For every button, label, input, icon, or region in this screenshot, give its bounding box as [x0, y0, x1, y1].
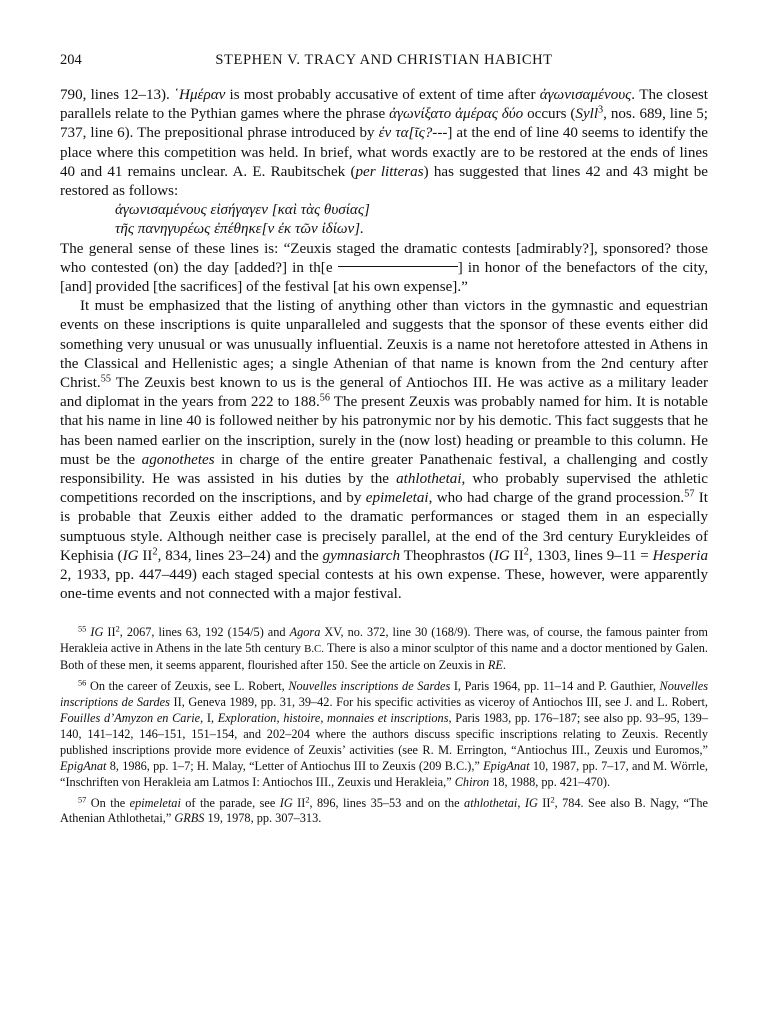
page-number: 204	[60, 52, 82, 68]
running-head: STEPHEN V. TRACY AND CHRISTIAN HABICHT	[215, 52, 553, 68]
footnote-ref-55: 55	[100, 373, 111, 385]
paragraph-2: The general sense of these lines is: “Zeuxis staged the dramatic contests [admirably?], sponsored? those who contested (on) the day [added?] in th[e ] in honor of the benefactors of the city, [and] provided [the sacrifices] of the festival [at his own expense].”	[60, 240, 708, 296]
main-text	[60, 86, 708, 604]
footnote-ref-57: 57	[684, 488, 695, 500]
footnote-ref-56: 56	[319, 392, 331, 404]
paragraph-3: It must be emphasized that the listing of anything other than victors in the gymnastic and equestrian events on these inscriptions is quite unparalleled and suggests that the sponsor of these events either did something very unusual or was unusually influential. Zeuxis is a name not heretofore attested in Athens in the Classical and Hellenistic ages; a single Athenian of that name is known from the 2nd century after Christ.$^{55}$ The Zeuxis best known to us is the general of Antiochos III. He was active as a military leader and diplomat in the years from 222 to 188.56 The present Zeuxis was probably named for him. It is notable that his name in line 40 is followed neither by his patronymic nor by his demotic. This fact suggests that he has been named earlier on the inscription, surely in the (now lost) heading or preamble to this column. He must be the agonothetes in charge of the entire greater Panathenaic festival, a challenging and costly responsibility. He was assisted in his duties by the athlothetai, who probably supervised the athletic competitions recorded on the inscriptions, and by epimeletai, who had charge of the grand procession.$^{57}$ It is probable that Zeuxis either added to the dramatic performances or staged them in an especially sumptuous style. Although neither case is precisely parallel, at the end of the 3rd century Eurykleides of Kephisia (IG $II^2$, 834, lines 23–24) and the gymnasiarch Theophrastos (IG $II^2$, 1303, lines 9–11 = Hesperia 2, 1933, pp. 447–449) each staged special contests at his own expense. These, however, were apparently one-time events and not connected with a major festival.	[60, 298, 708, 603]
paragraph-1: 790, lines 12–13). ῾Ημέραν is most probably accusative of extent of time after ἀγωνισαμένους. The closest parallels relate to the Pythian games where the phrase ἀγωνίξατο ἀμέρας δύο occurs (Syll$^3$, nos. 689, line 5; 737, line 6). The prepositional phrase introduced by ἐν τα[ῖς?---] at the end of line 40 seems to identify the place where this competition was held. In brief, what words exactly are to be restored at the ends of lines 40 and 41 remains unclear. A. E. Raubitschek (per litteras) has suggested that lines 42 and 43 might be restored as follows:	[60, 87, 708, 200]
page	[60, 52, 708, 832]
greek-restoration-line-1: ἀγωνισαμένους εἰσήγαγεν [καὶ τὰς θυσίας]	[115, 202, 370, 219]
footnote-55: $^{55}$ IG $II^2$, 2067, lines 63, 192 (154/5) and Agora XV, no. 372, line 30 (168/9). There was, of course, the famous painter from Herakleia active in Athens in the late 5th century B.C. There is also a minor sculptor of this name and a doctor mentioned by Galen. Both of these men, it seems apparent, flourished after 150. See the article on Zeuxis in RE.	[60, 624, 709, 673]
footnote-56: $^{56}$ On the career of Zeuxis, see L. Robert, Nouvelles inscriptions de Sardes I, Paris 1964, pp. 11–14 and P. Gauthier, Nouvelles inscriptions de Sardes II, Geneva 1989, pp. 31, 39–42. For his specific activities as viceroy of Antiochos III, see J. and L. Robert, Fouilles d’Amyzon en Carie, I, Exploration, histoire, monnaies et inscriptions, Paris 1983, pp. 176–187; see also pp. 93–95, 139–140, 141–142, 146–151, 151–154, and 202–204 where the authors discuss specific inscriptions relating to Zeuxis. Recently published inscriptions provide more evidence of Zeuxis’ activities (see R. M. Errington, “Antiochus III., Zeuxis und Euromos,” EpigAnat 8, 1986, pp. 1–7; H. Malay, “Letter of Antiochus III to Zeuxis (209 B.C.),” EpigAnat 10, 1987, pp. 7–17, and M. Wörrle, “Inschriften von Herakleia am Latmos I: Antiochos III., Zeuxis und Herakleia,” Chiron 18, 1988, pp. 421–470).	[60, 678, 708, 789]
lacuna-line	[338, 266, 458, 267]
footnotes	[60, 625, 708, 827]
greek-restoration-line-2: τῆς πανηγυρέως ἐπέθηκε[ν ἐκ τῶν ἰδίων].	[115, 221, 364, 238]
page-header	[60, 52, 708, 74]
footnote-57: $^{57}$ On the epimeletai of the parade, see IG $II^2$, 896, lines 35–53 and on the athlothetai, IG $II^2$, 784. See also B. Nagy, “The Athenian Athlothetai,” GRBS 19, 1978, pp. 307–313.	[60, 794, 709, 826]
